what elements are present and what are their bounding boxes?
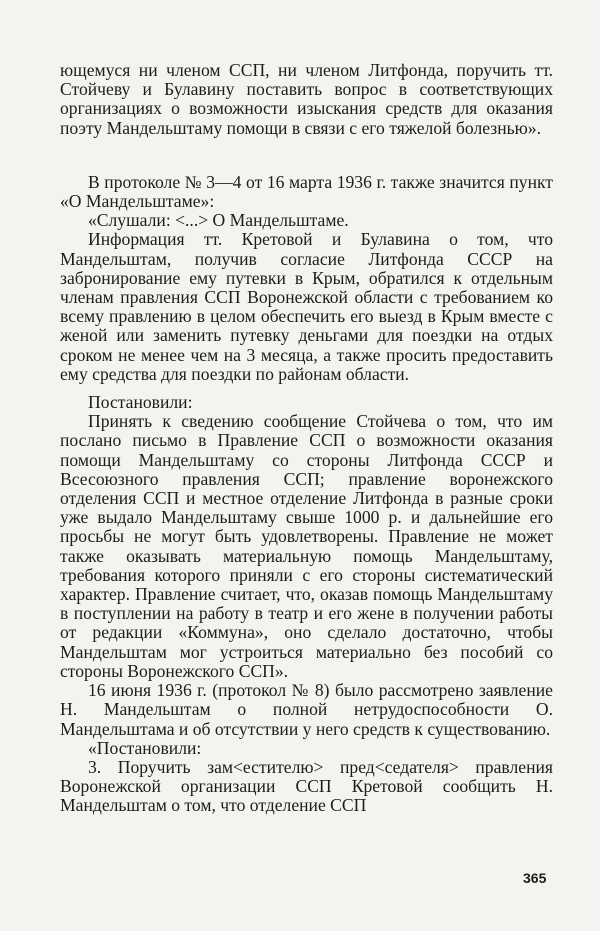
paragraph-8: 3. Поручить зам<естителю> пред<седателя> правления Воронежской организации ССП Кретовой сообщить Н. Мандельштам о том, что отделение ССП <box>60 756 553 816</box>
page-text <box>60 61 553 816</box>
page-number: 365 <box>523 870 547 886</box>
paragraph-5: Принять к сведению сообщение Стойчева о том, что им послано письмо в Правление ССП о возможности оказания помощи Мандельштаму со стороны Литфонда СССР и Всесоюзного правления ССП; правление воронежского отделения ССП и местное отделение Литфонда в разные сроки уже выдало Мандельштаму свыше 1000 р. и дальнейшие его просьбы не могут быть удовлетворены. Правление не может также оказывать материальную помощь Мандельштаму, требования которого приняли с его стороны систематический характер. Правление считает, что, оказав помощь Мандельштаму в поступлении на работу в театр и его жене в получении работы от редакции «Коммуна», оно сделало достаточно, чтобы Мандельштам мог устроиться материально без пособий со стороны Воронежского ССП». <box>60 411 553 681</box>
paragraph-2: В протоколе № 3—4 от 16 марта 1936 г. также значится пункт «О Мандельштаме»: <box>60 171 553 212</box>
paragraph-7: «Постановили: <box>88 737 202 758</box>
paragraph-1: ющемуся ни членом ССП, ни членом Литфонда, поручить тт. Стойчеву и Булавину поставить вопрос в соответствующих организациях о возможности изыскания средств для оказания поэту Мандельштаму помощи в связи с его тяжелой болезнью». <box>60 60 553 138</box>
paragraph-3: «Слушали: <...> О Мандельштаме. <box>88 210 349 231</box>
paragraph-4: Информация тт. Кретовой и Булавина о том, что Мандельштам, получив согласие Литфонда СССР на забронирование ему путевки в Крым, обратился к отдельным членам правления ССП Воронежской области с требованием ко всему правлению в целом обеспечить его выезд в Крым вместе с женой или заменить путевку деньгами для поездки на отдых сроком не менее чем на 3 месяца, а также просить предоставить ему средства для поездки по районам области. <box>60 229 553 384</box>
paragraph-6: 16 июня 1936 г. (протокол № 8) было рассмотрено заявление Н. Мандельштам о полной нетрудоспособности О. Мандельштама и об отсутствии у него средств к существованию. <box>60 680 553 739</box>
resolved-label: Постановили: <box>88 392 193 413</box>
